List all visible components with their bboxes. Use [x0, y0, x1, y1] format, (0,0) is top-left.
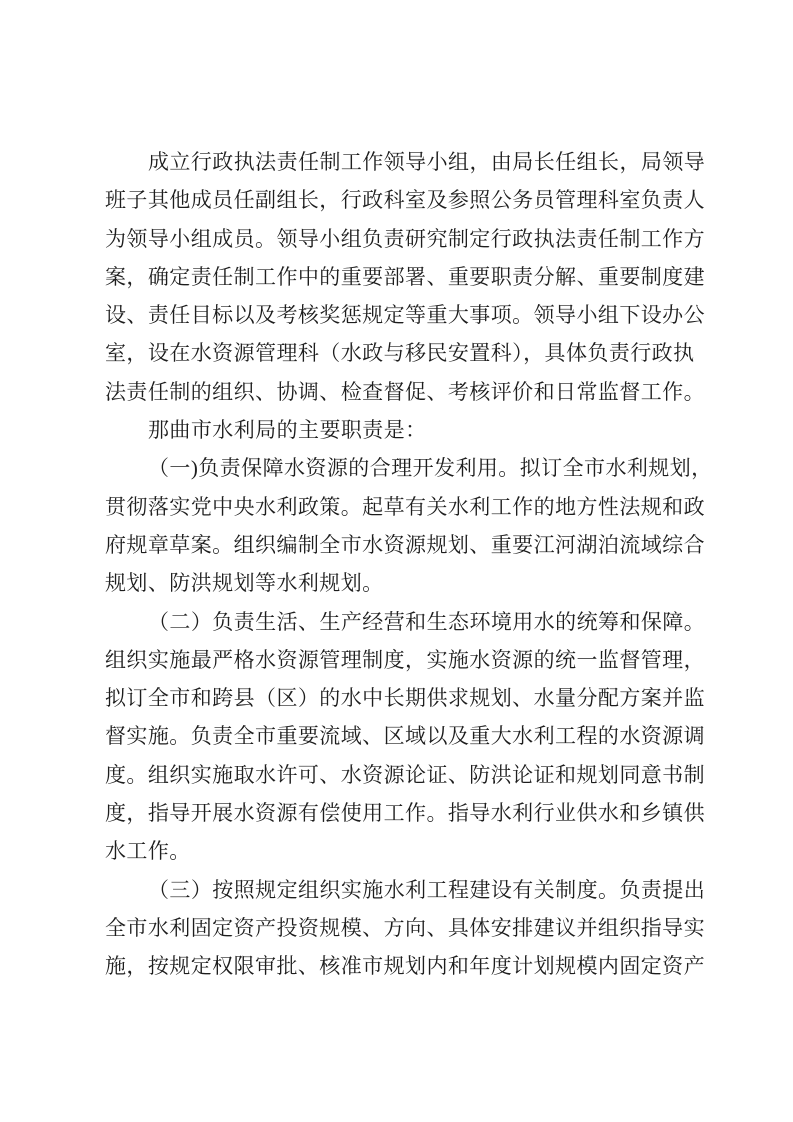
text-line: 为领导小组成员。领导小组负责研究制定行政执法责任制工作方 [105, 226, 706, 251]
text-line: 室，设在水资源管理科（水政与移民安置科），具体负责行政执 [105, 341, 695, 366]
text-line: 全市水利固定资产投资规模、方向、具体安排建议并组织指导实 [105, 915, 706, 940]
text-line: （二）负责生活、生产经营和生态环境用水的统筹和保障。 [148, 609, 706, 634]
paragraph-duties-intro [105, 411, 705, 449]
text-line: 水工作。 [105, 839, 191, 864]
text-line: 设、责任目标以及考核奖惩规定等重大事项。领导小组下设办公 [105, 303, 706, 328]
text-line: （三）按照规定组织实施水利工程建设有关制度。负责提出 [148, 877, 706, 902]
text-line: 度，指导开展水资源有偿使用工作。指导水利行业供水和乡镇供 [105, 801, 706, 826]
text-line: 法责任制的组织、协调、检查督促、考核评价和日常监督工作。 [105, 379, 706, 404]
paragraph-duty-2 [105, 603, 705, 871]
text-line: 府规章草案。组织编制全市水资源规划、重要江河湖泊流域综合 [105, 532, 706, 557]
text-line: 贯彻落实党中央水利政策。起草有关水利工作的地方性法规和政 [105, 494, 706, 519]
text-line: 那曲市水利局的主要职责是： [148, 418, 427, 443]
text-line: 度。组织实施取水许可、水资源论证、防洪论证和规划同意书制 [105, 762, 706, 787]
text-line: 督实施。负责全市重要流域、区域以及重大水利工程的水资源调 [105, 724, 706, 749]
document-text-block [105, 143, 713, 986]
text-line: 拟订全市和跨县（区）的水中长期供求规划、水量分配方案并监 [105, 686, 706, 711]
text-line: （一)负责保障水资源的合理开发利用。拟订全市水利规划， [148, 456, 713, 481]
paragraph-duty-1 [105, 449, 713, 602]
text-line: 施，按规定权限审批、核准市规划内和年度计划规模内固定资产 [105, 954, 706, 979]
paragraph-leading-group [105, 143, 705, 411]
text-line: 规划、防洪规划等水利规划。 [105, 571, 384, 596]
text-line: 案，确定责任制工作中的重要部署、重要职责分解、重要制度建 [105, 264, 706, 289]
text-line: 班子其他成员任副组长，行政科室及参照公务员管理科室负责人 [105, 188, 706, 213]
text-line: 成立行政执法责任制工作领导小组，由局长任组长，局领导 [148, 150, 706, 174]
text-line: 组织实施最严格水资源管理制度，实施水资源的统一监督管理， [105, 647, 706, 672]
paragraph-duty-3 [105, 871, 705, 986]
